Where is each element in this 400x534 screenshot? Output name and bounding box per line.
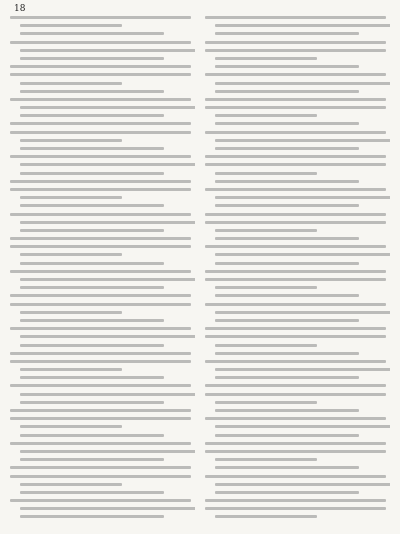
entry-line [215,458,317,461]
entry-line [20,434,164,437]
entry-line [10,180,191,183]
entry-line [215,262,359,265]
entry-line [215,286,317,289]
entry-line [205,507,386,510]
entry-line [20,319,164,322]
entry-line [20,425,122,428]
entry-line [10,352,191,355]
entry-line [20,458,164,461]
entry-line [10,16,191,19]
entry-line [215,253,390,256]
entry-line [20,32,164,35]
entry-line [10,270,191,273]
entry-line [215,172,317,175]
entry-line [215,90,359,93]
entry-line [215,294,359,297]
entry-line [10,384,191,387]
entry-line [215,237,359,240]
entry-line [205,335,386,338]
entry-line [20,515,164,518]
entry-line [10,188,191,191]
entry-line [20,491,164,494]
entry-line [205,73,386,76]
entry-line [10,98,191,101]
entry-line [20,49,195,52]
left-column [10,16,195,526]
entry-line [20,311,122,314]
entry-line [10,41,191,44]
entry-line [20,163,195,166]
entry-line [20,507,195,510]
entry-line [215,311,390,314]
entry-line [10,409,191,412]
entry-line [20,106,195,109]
entry-line [215,196,390,199]
entry-line [10,442,191,445]
entry-line [205,245,386,248]
entry-line [205,303,386,306]
entry-line [205,327,386,330]
entry-line [10,213,191,216]
entry-line [20,483,122,486]
entry-line [20,262,164,265]
entry-line [205,41,386,44]
entry-line [10,237,191,240]
entry-line [10,155,191,158]
right-column [205,16,390,526]
entry-line [205,188,386,191]
entry-line [215,491,359,494]
entry-line [20,139,122,142]
entry-line [215,114,317,117]
entry-line [20,450,195,453]
entry-line [20,278,195,281]
entry-line [205,131,386,134]
entry-line [215,65,359,68]
entry-line [10,466,191,469]
entry-line [205,393,386,396]
entry-line [10,131,191,134]
entry-line [215,425,390,428]
entry-line [20,286,164,289]
entry-line [215,434,359,437]
entry-line [205,417,386,420]
entry-line [205,384,386,387]
entry-line [10,327,191,330]
entry-line [20,344,164,347]
entry-line [20,253,122,256]
entry-line [215,344,317,347]
entry-line [205,98,386,101]
entry-line [205,442,386,445]
entry-line [215,352,359,355]
entry-line [10,499,191,502]
page-number: 18 [14,4,26,14]
entry-line [205,450,386,453]
entry-line [205,270,386,273]
entry-line [10,122,191,125]
entry-line [20,401,164,404]
entry-line [205,16,386,19]
entry-line [20,57,164,60]
entry-line [10,475,191,478]
entry-line [205,163,386,166]
entry-line [215,180,359,183]
entry-line [20,172,164,175]
entry-line [20,368,122,371]
entry-line [10,245,191,248]
entry-line [205,106,386,109]
entry-line [20,221,195,224]
entry-line [215,229,317,232]
entry-line [215,24,390,27]
entry-line [205,475,386,478]
entry-line [215,515,317,518]
entry-line [215,376,359,379]
entry-line [10,65,191,68]
entry-line [20,204,164,207]
entry-line [10,303,191,306]
entry-line [20,229,164,232]
entry-line [205,213,386,216]
entry-line [215,409,359,412]
entry-line [215,82,390,85]
entry-line [20,147,164,150]
entry-line [20,82,122,85]
entry-line [20,335,195,338]
entry-line [215,466,359,469]
entry-line [20,196,122,199]
entry-line [205,278,386,281]
entry-line [215,483,390,486]
entry-line [215,368,390,371]
entry-line [215,147,359,150]
entry-line [10,417,191,420]
entry-line [20,24,122,27]
entry-line [215,122,359,125]
entry-line [215,57,317,60]
entry-line [10,360,191,363]
entry-line [215,139,390,142]
entry-line [20,393,195,396]
entry-line [215,204,359,207]
entry-line [215,401,317,404]
entry-line [205,155,386,158]
text-columns [10,16,390,526]
entry-line [20,376,164,379]
entry-line [215,319,359,322]
entry-line [215,32,359,35]
entry-line [205,360,386,363]
entry-line [205,221,386,224]
entry-line [20,90,164,93]
entry-line [10,73,191,76]
entry-line [10,294,191,297]
entry-line [205,49,386,52]
entry-line [20,114,164,117]
entry-line [205,499,386,502]
